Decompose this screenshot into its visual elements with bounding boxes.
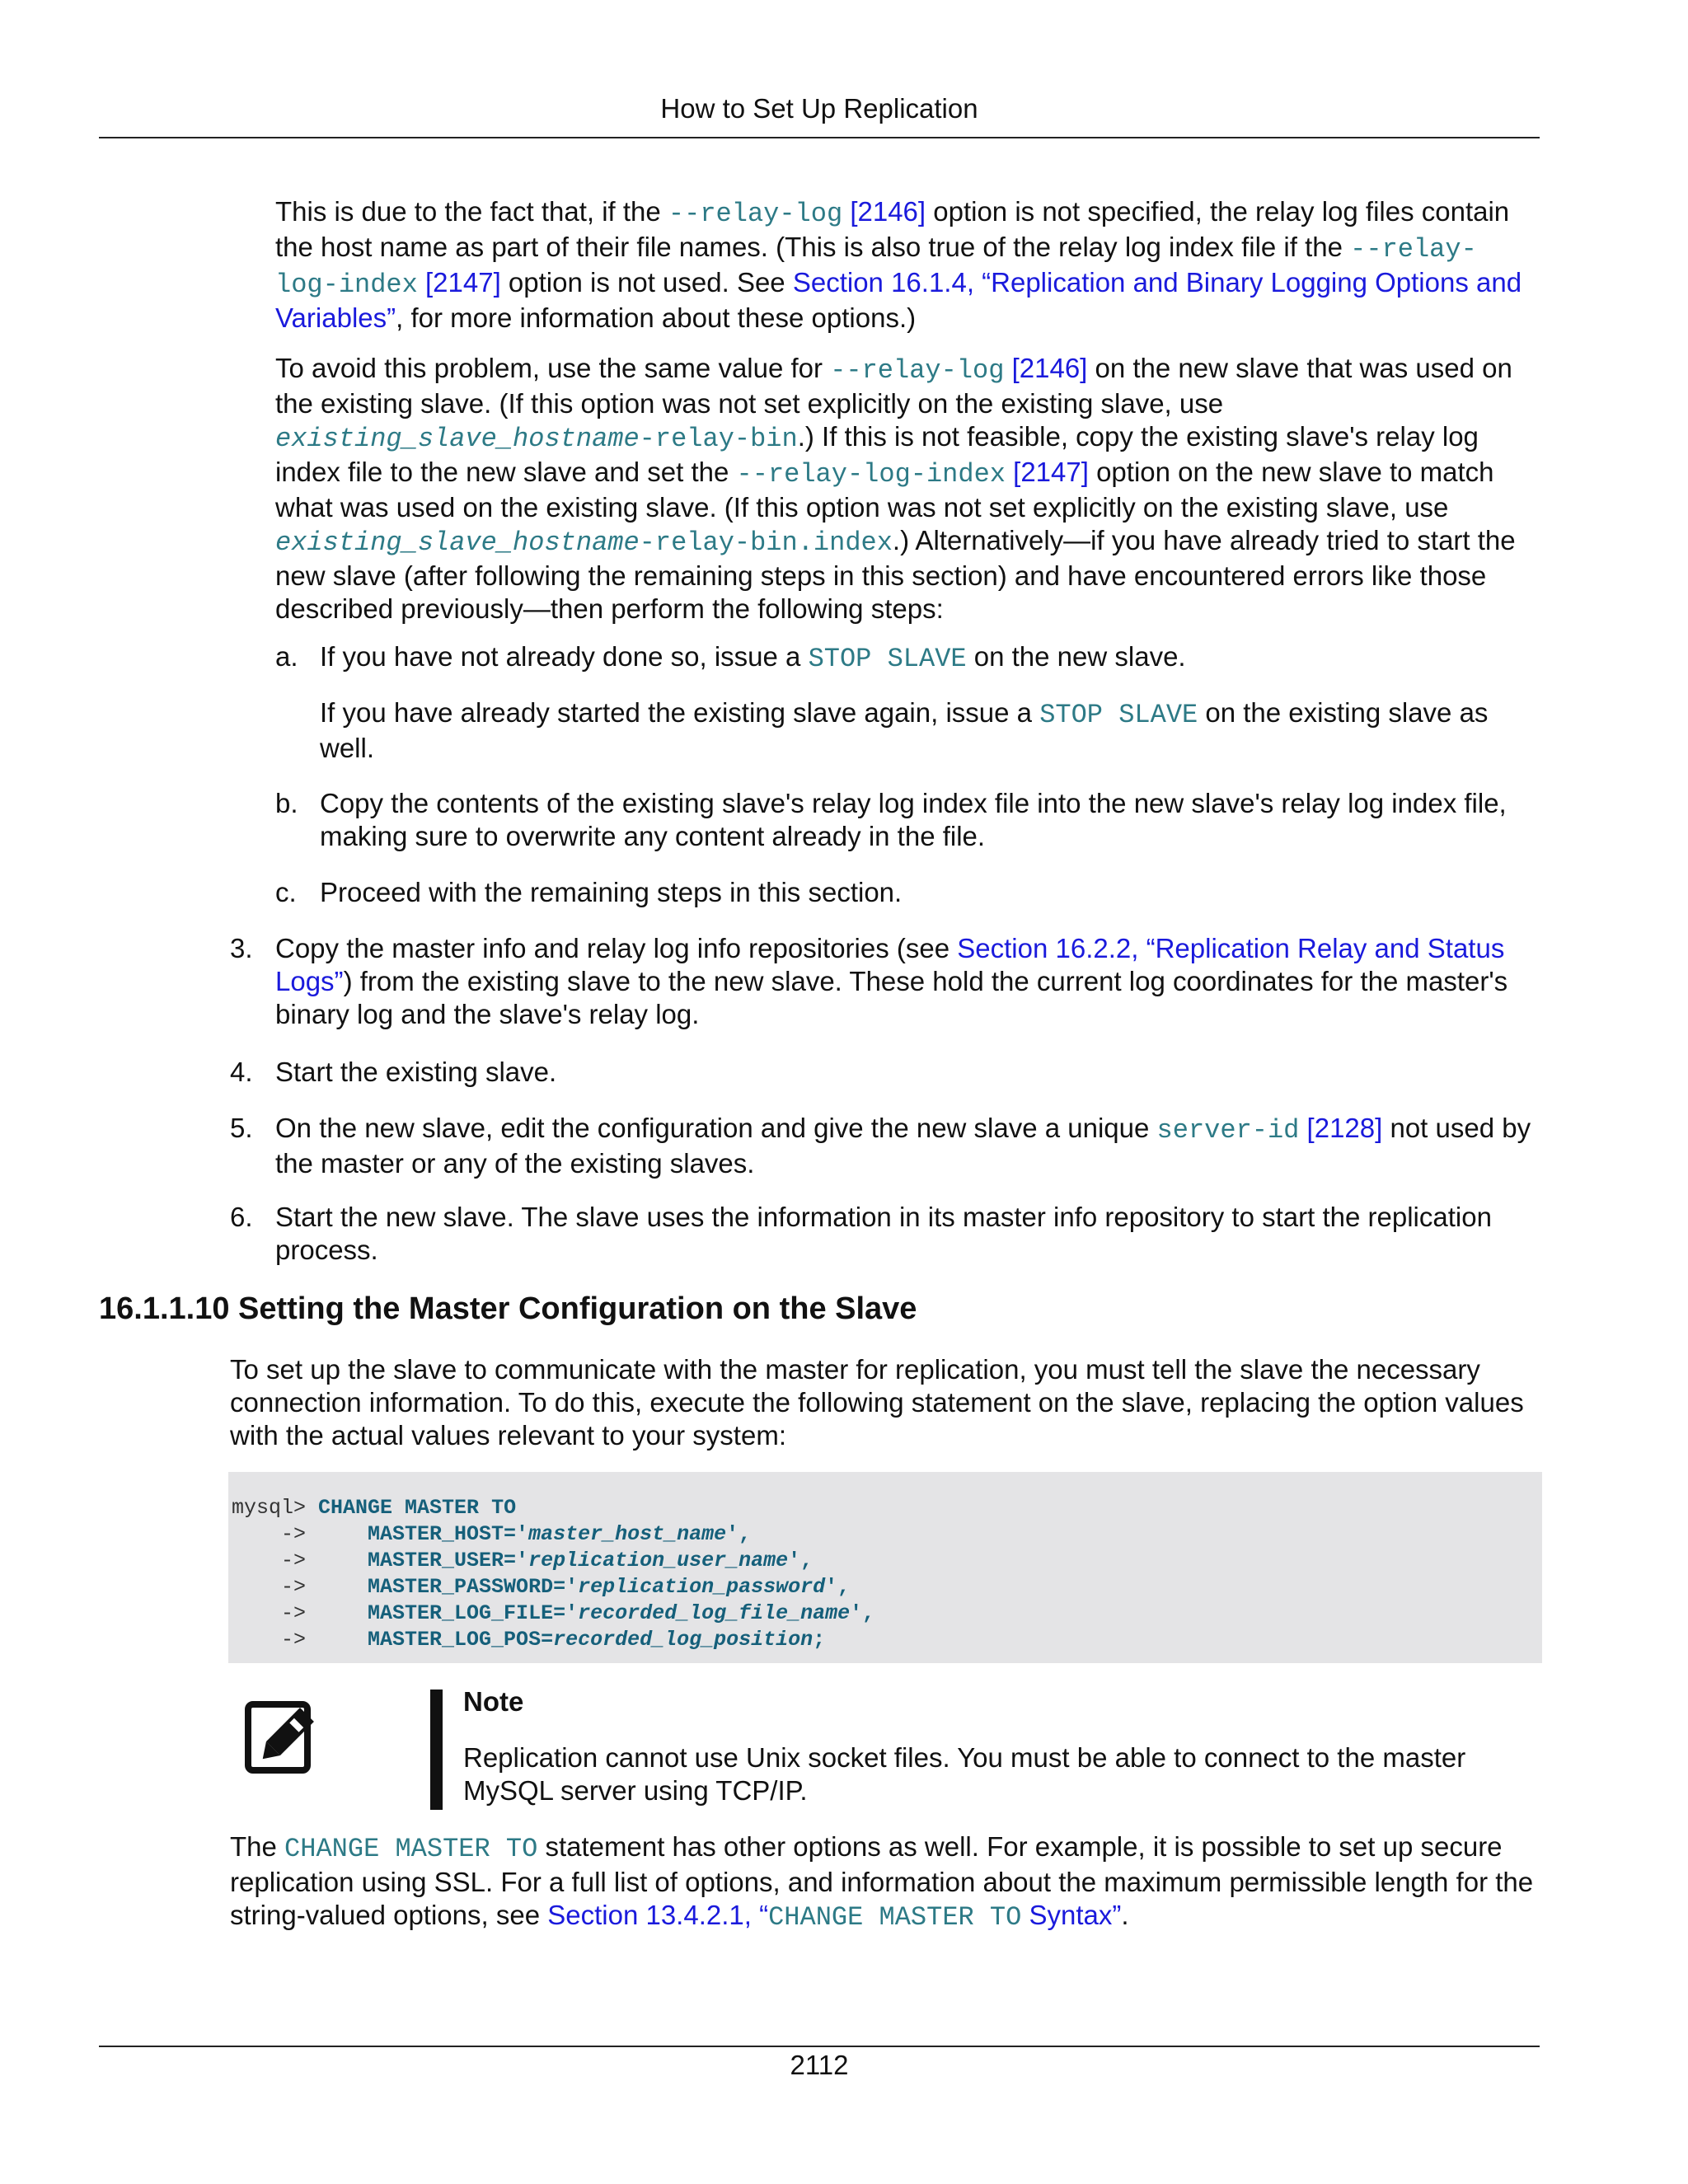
step-6-text: Start the new slave. The slave uses the information in its master info repository to start the replication process. — [275, 1202, 1492, 1265]
step-3-text: Copy the master info and relay log info repositories (see Section 16.2.2, “Replication Relay and Status Logs”) from the existing slave to the new slave. These hold the current log coordinates for the master's binary log and the slave's relay log. — [275, 933, 1508, 1029]
ref-link-2147[interactable]: [2147] — [417, 267, 501, 298]
ref-link-2147[interactable]: [2147] — [1005, 457, 1089, 487]
stop-slave-command: STOP SLAVE — [1039, 700, 1198, 730]
section-heading: 16.1.1.10 Setting the Master Configuration on the Slave — [99, 1291, 917, 1326]
paragraph-relay-log-note: This is due to the fact that, if the --relay-log [2146] option is not specified, the relay log files contain the host name as part of their file names. (This is also true of the relay log index file if the --relay-log-index [2147] option is not used. See Section 16.1.4, “Replication and Binary Logging Options and Variables”, for more information about these options.) — [275, 196, 1522, 333]
step-4-text: Start the existing slave. — [275, 1057, 557, 1087]
note-text: Replication cannot use Unix socket files. You must be able to connect to the master MySQL server using TCP/IP. — [463, 1742, 1466, 1806]
code-line-2: -> MASTER_HOST='master_host_name', — [232, 1522, 752, 1546]
replaceable-hostname: existing_slave_hostname — [275, 424, 640, 454]
section-13-4-2-1-link[interactable]: Section 13.4.2.1, “CHANGE MASTER TO Syntax” — [547, 1900, 1122, 1933]
section-intro: To set up the slave to communicate with the master for replication, you must tell the slave the necessary connection information. To do this, execute the following statement on the slave, replacing the option values with the actual values relevant to your system: — [230, 1354, 1524, 1451]
stop-slave-command: STOP SLAVE — [808, 644, 967, 674]
code-line-3: -> MASTER_USER='replication_user_name', — [232, 1549, 814, 1572]
page-header: How to Set Up Replication — [660, 93, 978, 124]
substep-b-text: Copy the contents of the existing slave's relay log index file into the new slave's relay log index file, making sure to overwrite any content already in the file. — [320, 788, 1507, 851]
relay-bin-suffix: -relay-bin — [639, 424, 798, 454]
relay-bin-index-suffix: -relay-bin.index — [639, 527, 893, 558]
step-5-text: On the new slave, edit the configuration and give the new slave a unique server-id [2128] not used by the master or any of the existing slaves. — [275, 1113, 1531, 1179]
section-16-1-4-link[interactable]: Section 16.1.4, “Replication and Binary Logging Options and Variables” — [275, 267, 1522, 333]
list-marker-3: 3. — [230, 933, 253, 963]
ref-link-2128[interactable]: [2128] — [1299, 1113, 1383, 1143]
section-16-2-2-link[interactable]: Section 16.2.2, “Replication Relay and Status Logs” — [275, 933, 1505, 996]
substep-a-followup: If you have already started the existing slave again, issue a STOP SLAVE on the existing slave as well. — [320, 697, 1489, 763]
list-marker-b: b. — [275, 788, 298, 818]
relay-log-index-option: --relay-log-index — [736, 459, 1006, 490]
paragraph-avoid-problem: To avoid this problem, use the same value for --relay-log [2146] on the new slave that was used on the existing slave. (If this option was not set explicitly on the existing slave, use existing_slave_hostname-relay-bin.) If this is not feasible, copy the existing slave's relay log index file to the new slave and set the --relay-log-index [2147] option on the new slave to match what was used on the existing slave. (If this option was not set explicitly on the existing slave, use existing_slave_hostname-relay-bin.index.) Alternatively—if you have already tried to start the new slave (after following the remaining steps in this section) and have encountered errors like those described previously—then perform the following steps: — [275, 353, 1516, 624]
code-line-1: mysql> CHANGE MASTER TO — [232, 1496, 517, 1520]
note-bar — [430, 1690, 443, 1810]
code-line-6: -> MASTER_LOG_POS=recorded_log_position; — [232, 1628, 826, 1652]
substep-c-text: Proceed with the remaining steps in this section. — [320, 877, 903, 907]
footer-rule — [99, 2046, 1540, 2047]
list-marker-c: c. — [275, 877, 297, 907]
relay-log-index-option: --relay-log-index — [275, 234, 1477, 300]
substep-a-text: If you have not already done so, issue a STOP SLAVE on the new slave. — [320, 641, 1186, 674]
header-rule — [99, 137, 1540, 138]
code-line-4: -> MASTER_PASSWORD='replication_password', — [232, 1575, 851, 1599]
note-title: Note — [463, 1686, 524, 1717]
page-number: 2112 — [790, 2050, 849, 2080]
ref-link-2146[interactable]: [2146] — [842, 196, 926, 227]
list-marker-4: 4. — [230, 1057, 253, 1087]
list-marker-6: 6. — [230, 1202, 253, 1232]
relay-log-option: --relay-log — [668, 199, 843, 229]
relay-log-option: --relay-log — [830, 355, 1005, 386]
server-id-option: server-id — [1156, 1115, 1300, 1146]
list-marker-a: a. — [275, 641, 298, 672]
note-pencil-icon — [243, 1699, 319, 1775]
code-block — [228, 1472, 1542, 1663]
ref-link-2146[interactable]: [2146] — [1004, 353, 1088, 383]
replaceable-hostname: existing_slave_hostname — [275, 527, 640, 558]
change-master-command: CHANGE MASTER TO — [284, 1834, 538, 1864]
code-line-5: -> MASTER_LOG_FILE='recorded_log_file_name', — [232, 1601, 875, 1625]
closing-paragraph: The CHANGE MASTER TO statement has other options as well. For example, it is possible to set up secure replication using SSL. For a full list of options, and information about the maximum permissible length for the string-valued options, see Section 13.4.2.1, “CHANGE MASTER TO Syntax”. — [230, 1831, 1534, 1933]
list-marker-5: 5. — [230, 1113, 253, 1143]
